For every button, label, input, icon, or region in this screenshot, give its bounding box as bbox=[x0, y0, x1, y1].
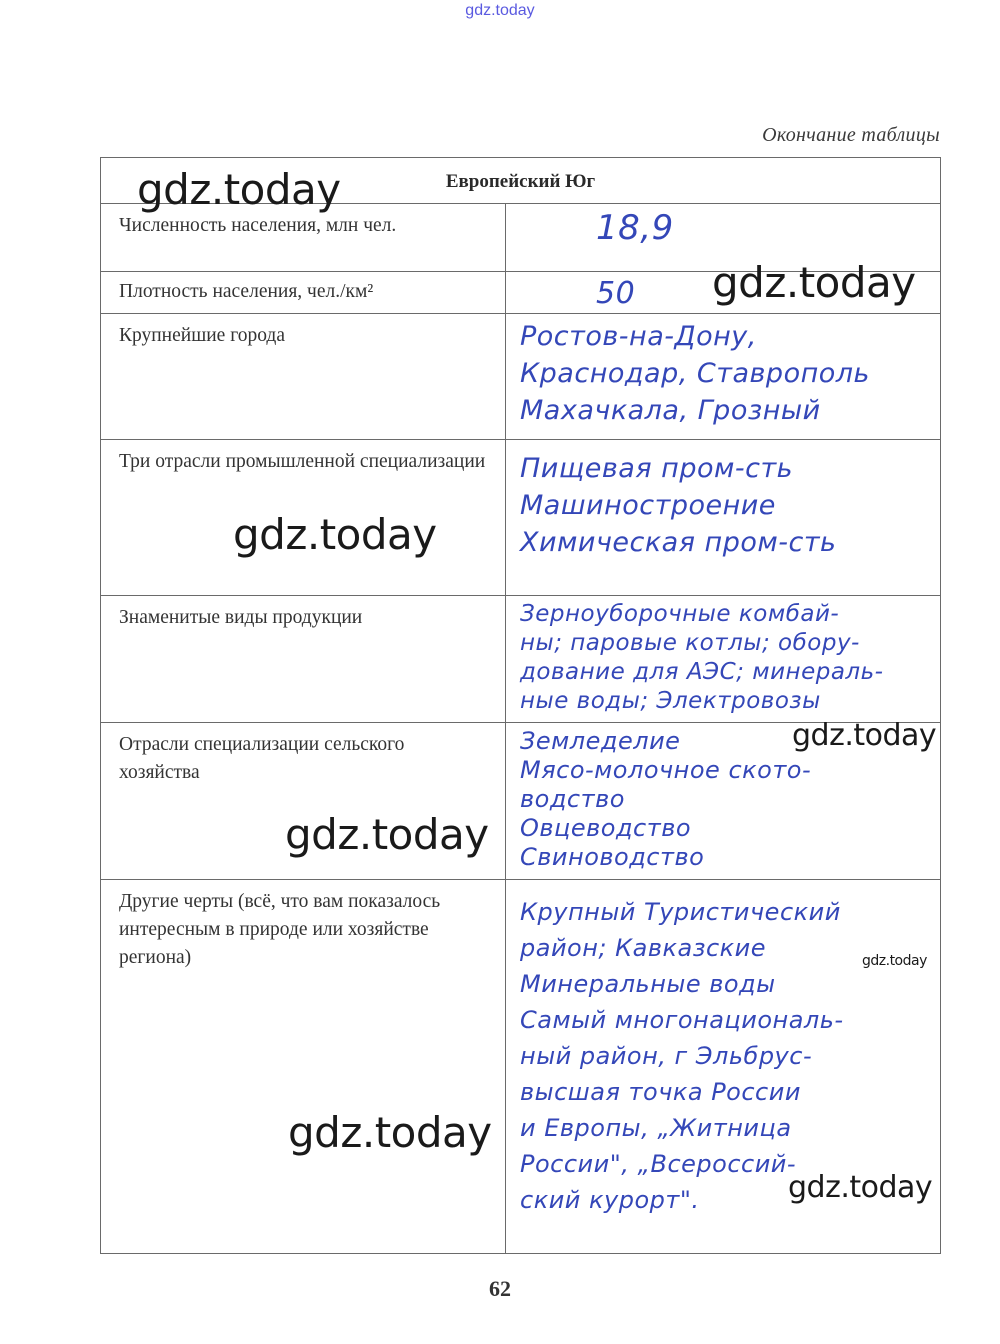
row-label: Другие черты (всё, что вам показалось интересным в природе или хозяйстве региона) bbox=[101, 880, 506, 1253]
region-table bbox=[100, 157, 941, 1254]
table-row-industry bbox=[100, 440, 941, 596]
table-row-cities bbox=[100, 314, 941, 440]
continuation-label: Окончание таблицы bbox=[762, 124, 940, 146]
row-label: Отрасли специализации сельского хозяйства bbox=[101, 723, 506, 879]
watermark: gdz.today bbox=[792, 718, 937, 753]
table-title: Европейский Юг bbox=[100, 157, 941, 204]
watermark: gdz.today bbox=[285, 810, 489, 859]
watermark: gdz.today bbox=[788, 1170, 933, 1205]
row-label: Три отрасли промышленной специализации bbox=[101, 440, 506, 595]
site-watermark-top: gdz.today bbox=[465, 2, 535, 19]
watermark: gdz.today bbox=[288, 1108, 492, 1157]
row-answer: Крупный Туристический район; Кавказские Минеральные воды Самый многонациональ- ный район, г Эльбрус- высшая точка России и Европы, „Житница России", „Всероссий- ский курорт". bbox=[520, 898, 844, 1214]
row-answer: Ростов-на-Дону, Краснодар, Ставрополь Махачкала, Грозный bbox=[520, 321, 870, 426]
page-number: 62 bbox=[489, 1276, 511, 1301]
table-row-products bbox=[100, 596, 941, 723]
watermark: gdz.today bbox=[712, 258, 916, 307]
watermark: gdz.today bbox=[233, 510, 437, 559]
row-answer: 50 bbox=[596, 276, 636, 311]
row-answer: Зерноуборочные комбай- ны; паровые котлы; обору- дование для АЭС; минераль- ные воды; Электровозы bbox=[520, 601, 884, 714]
row-label: Численность населения, млн чел. bbox=[101, 204, 506, 271]
row-label: Плотность населения, чел./км² bbox=[101, 272, 506, 313]
watermark: gdz.today bbox=[137, 165, 341, 214]
row-answer: Пищевая пром-сть Машиностроение Химическая пром-сть bbox=[520, 453, 837, 558]
row-answer: Земледелие Мясо-молочное ското- водство Овцеводство Свиноводство bbox=[520, 727, 812, 871]
row-label: Крупнейшие города bbox=[101, 314, 506, 439]
watermark: gdz.today bbox=[862, 953, 927, 969]
row-label: Знаменитые виды продукции bbox=[101, 596, 506, 722]
row-answer: 18,9 bbox=[596, 208, 674, 248]
